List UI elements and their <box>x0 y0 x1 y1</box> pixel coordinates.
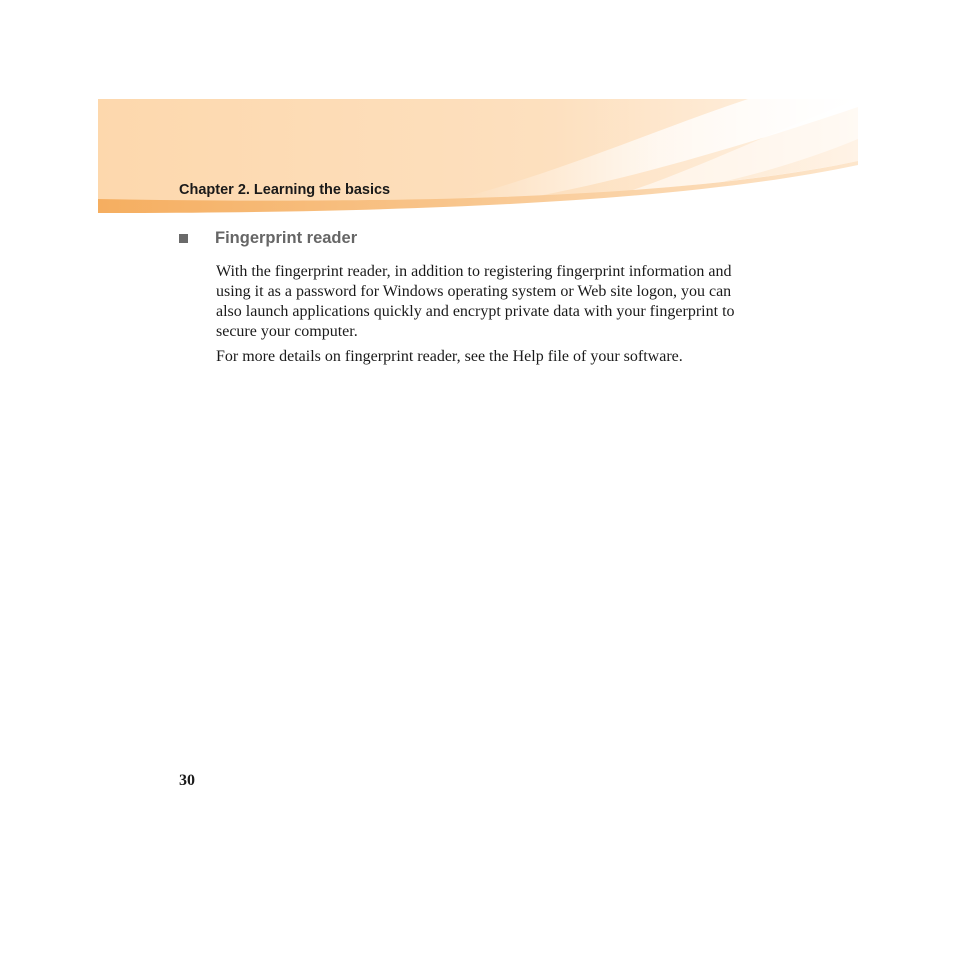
section-heading <box>179 229 357 248</box>
chapter-header-band <box>98 99 858 217</box>
section-body <box>216 262 756 372</box>
square-bullet-icon <box>179 234 188 243</box>
section-title: Fingerprint reader <box>215 229 358 247</box>
body-paragraph: With the fingerprint reader, in addition to registering fingerprint information and using it as a password for Windows operating system or Web site logon, you can also launch applications quickly and encrypt private data with your fingerprint to secure your computer. <box>216 263 735 340</box>
body-paragraph: For more details on fingerprint reader, see the Help file of your software. <box>216 348 683 365</box>
page-number: 30 <box>179 772 195 789</box>
chapter-title: Chapter 2. Learning the basics <box>179 182 391 198</box>
